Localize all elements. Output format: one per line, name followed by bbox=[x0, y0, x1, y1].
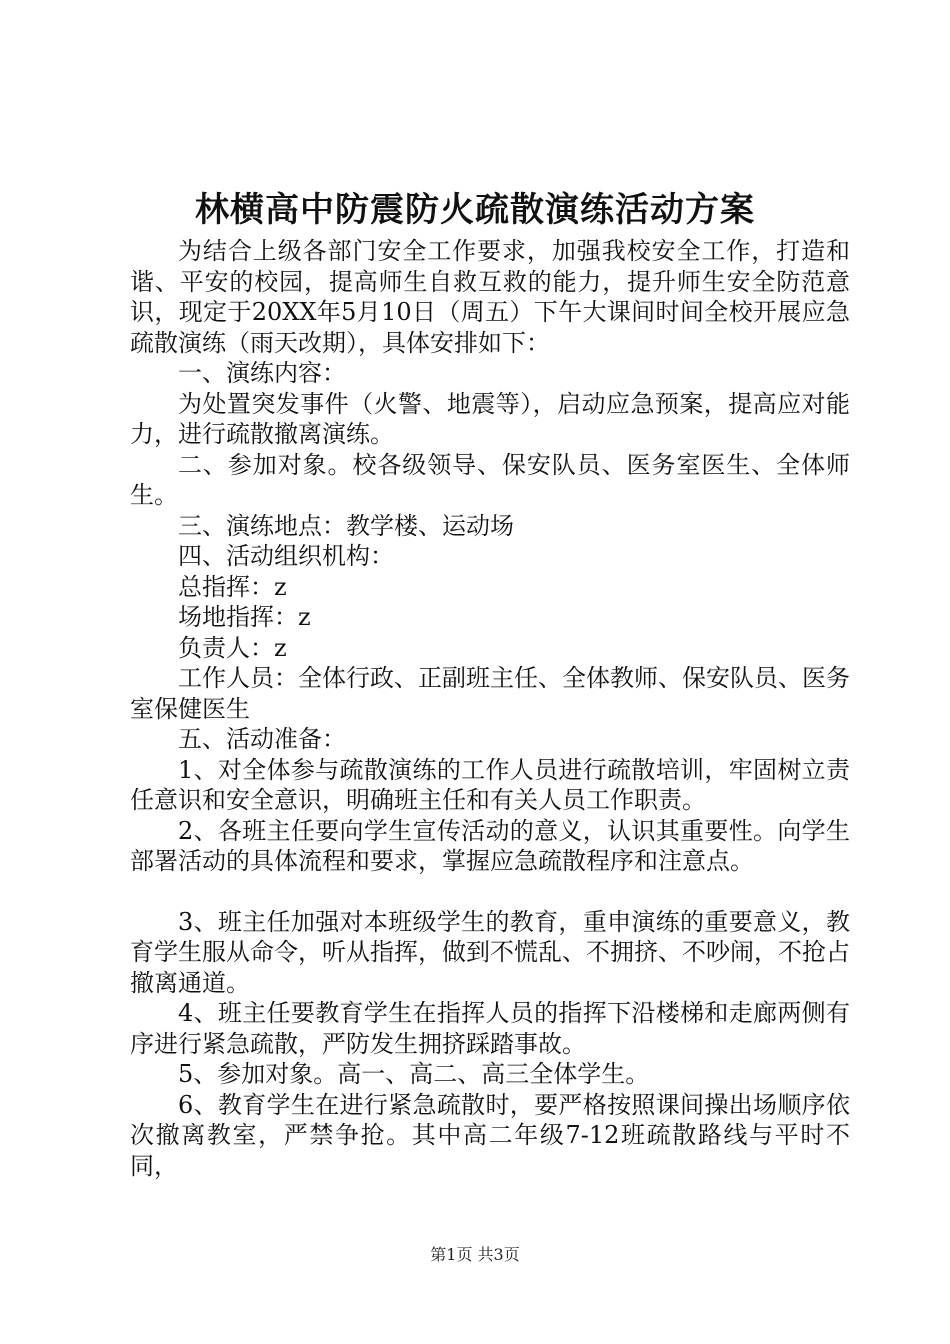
section-heading-preparation: 五、活动准备： bbox=[178, 725, 346, 753]
intro-paragraph: 为结合上级各部门安全工作要求，加强我校安全工作，打造和谐、平安的校园，提高师生自救互救的能力，提升师生安全防范意识，现定于20XX年5月10日（周五）下午大课间时间全校开展应急疏散演练（雨天改期），具体安排如下： bbox=[130, 237, 850, 357]
site-commander-line: 场地指挥：z bbox=[178, 603, 311, 631]
preparation-item-3: 3、班主任加强对本班级学生的教育，重申演练的重要意义，教育学生服从命令，听从指挥，做到不慌乱、不拥挤、不吵闹，不抢占撤离通道。 bbox=[130, 907, 850, 997]
preparation-item-4: 4、班主任要教育学生在指挥人员的指挥下沿楼梯和走廊两侧有序进行紧急疏散，严防发生拥挤踩踏事故。 bbox=[130, 999, 850, 1058]
document-title: 林横高中防震防火疏散演练活动方案 bbox=[195, 190, 755, 230]
responsible-person-line: 负责人：z bbox=[178, 633, 287, 662]
section-location: 三、演练地点：教学楼、运动场 bbox=[178, 511, 514, 540]
preparation-item-6: 6、教育学生在进行紧急疏散时，要严格按照课间操出场顺序依次撤离教室，严禁争抢。其中高二年级7-12班疏散路线与平时不同， bbox=[130, 1090, 850, 1180]
document-body bbox=[130, 236, 850, 1181]
section-heading-content: 一、演练内容： bbox=[178, 359, 346, 387]
content-paragraph: 为处置突发事件（火警、地震等），启动应急预案，提高应对能力，进行疏散撤离演练。 bbox=[130, 389, 850, 448]
staff-line: 工作人员：全体行政、正副班主任、全体教师、保安队员、医务室保健医生 bbox=[130, 664, 850, 723]
section-heading-organization: 四、活动组织机构： bbox=[178, 542, 394, 570]
preparation-item-5: 5、参加对象。高一、高二、高三全体学生。 bbox=[178, 1060, 650, 1088]
section-participants: 二、参加对象。校各级领导、保安队员、医务室医生、全体师生。 bbox=[130, 450, 850, 509]
preparation-item-1: 1、对全体参与疏散演练的工作人员进行疏散培训，牢固树立责任意识和安全意识，明确班主任和有关人员工作职责。 bbox=[130, 755, 850, 814]
commander-line: 总指挥：z bbox=[178, 572, 287, 601]
page-footer: 第1页 共3页 bbox=[430, 1245, 520, 1264]
preparation-item-2: 2、各班主任要向学生宣传活动的意义，认识其重要性。向学生部署活动的具体流程和要求，掌握应急疏散程序和注意点。 bbox=[130, 816, 850, 875]
